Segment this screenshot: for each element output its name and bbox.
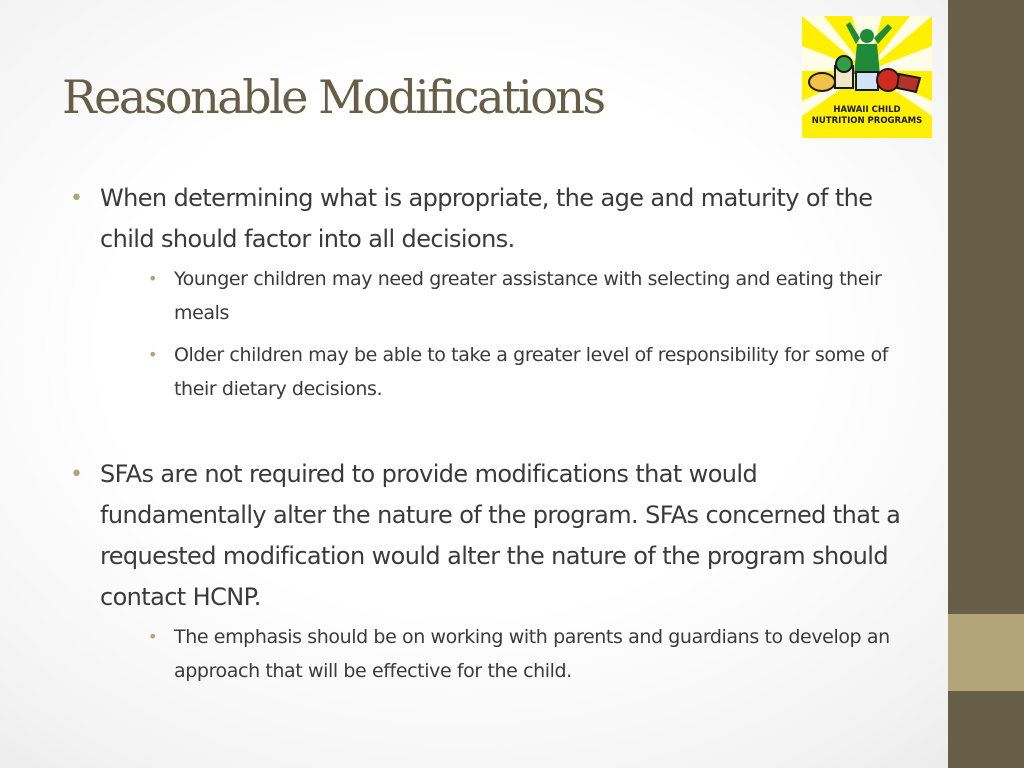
- bullet-2-sub-1: [70, 620, 910, 688]
- bullet-marker: •: [70, 462, 83, 487]
- bullet-2-text: SFAs are not required to provide modifications that would fundamentally alter the nature of the program. SFAs concerned that a requested modification would alter the nature of the program should contact HCNP.: [100, 460, 901, 611]
- bullet-1-sub-2-text: Older children may be able to take a greater level of responsibility for some of their dietary decisions.: [174, 344, 889, 400]
- bullet-2-sub-1-text: The emphasis should be on working with parents and guardians to develop an approach that will be effective for the child.: [174, 626, 890, 682]
- bullet-1-text: When determining what is appropriate, the age and maturity of the child should factor into all decisions.: [100, 184, 873, 253]
- bullet-2: [70, 454, 910, 618]
- slide-title: Reasonable Modifications: [62, 70, 604, 124]
- hawaii-child-nutrition-logo: [802, 16, 932, 138]
- sub-bullet-marker: •: [148, 345, 158, 364]
- bullet-1: [70, 178, 910, 260]
- decorative-sidebar-accent: [948, 614, 1024, 691]
- logo-line-2: NUTRITION PROGRAMS: [811, 116, 923, 126]
- bullet-1-sub-2: [70, 338, 910, 406]
- bullet-marker: •: [70, 186, 83, 211]
- bullet-1-sub-1-text: Younger children may need greater assistance with selecting and eating their meals: [174, 268, 882, 324]
- bullet-1-sub-1: [70, 262, 910, 330]
- sub-bullet-marker: •: [148, 627, 158, 646]
- logo-line-1: HAWAII CHILD: [833, 105, 901, 115]
- sub-bullet-marker: •: [148, 269, 158, 288]
- slide-body: [70, 178, 910, 688]
